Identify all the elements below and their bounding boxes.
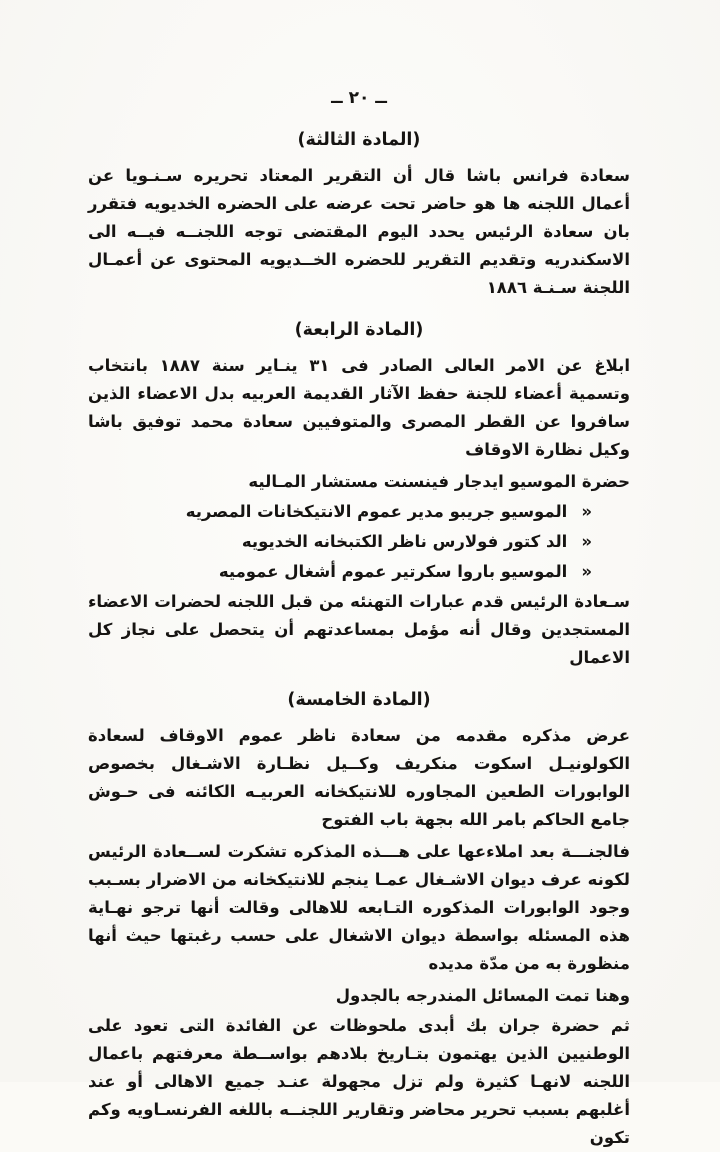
section-heading: (المادة الخامسة)	[287, 690, 431, 710]
page-content	[88, 126, 630, 1152]
section-heading: (المادة الثالثة)	[297, 130, 421, 150]
list-item	[88, 498, 630, 526]
paragraph: ابلاغ عن الامر العالى الصادر فى ٣١ ينـاير سنة ١٨٨٧ بانتخاب وتسمية أعضاء للجنة حفظ الآثار القديمة العربيه بدل الاعضاء الذين سافروا عن القطر المصرى والمتوفيين سعادة محمد توفيق باشا وكيل نظارة الاوقاف	[88, 356, 630, 459]
paragraph: فالجنـــة بعد املاءعها على هـــذه المذكره تشكرت لســعادة الرئيس لكونه عرف ديوان الاشـغال عمـا ينجم للانتيكخانه من الاضرار بسـبب وجود الوابورات المذكوره التـابعه للاهالى وقالت أنها ترجو نهـاية هذه المسئله بواسطة ديوان الاشغال على حسب رغبتها حيث أنها منظورة به من مدّة مديده	[88, 842, 630, 973]
list-item	[88, 528, 630, 556]
section-heading: (المادة الرابعة)	[294, 320, 424, 340]
paragraph: ثم حضرة جران بك أبدى ملحوظات عن الفائدة التى تعود على الوطنيين الذين يهتمون بتـاريخ بلادهم بواســطة معرفتهم باعمال اللجنه لانهـا كثيرة ولم تزل مجهولة عنـد جميع الاهالى أو عند أغلبهم بسبب تحرير محاضر وتقارير اللجنــه باللغه الفرنسـاويه وكم تكون	[88, 1016, 630, 1147]
list-marker: «	[581, 502, 592, 521]
page-number: ــ ٢٠ ــ	[331, 88, 387, 108]
list-item-text: الد كتور فولارس ناظر الكتبخانه الخديويه	[241, 532, 568, 551]
text-line: حضرة الموسيو ايدجار فينسنت مستشار المـاليه	[248, 472, 630, 491]
list-item-text: الموسيو جريبو مدير عموم الانتيكخانات المصريه	[185, 502, 568, 521]
list-item-text: الموسيو باروا سكرتير عموم أشغال عموميه	[218, 562, 568, 581]
text-line: وهنا تمت المسائل المندرجه بالجدول	[335, 986, 630, 1005]
list-marker: «	[581, 562, 592, 581]
paragraph: سـعادة الرئيس قدم عبارات التهنئه من قبل اللجنه لحضرات الاعضاء المستجدين وقال أنه مؤمل بمساعدتهم أن يتحصل على نجاز كل الاعمال	[88, 592, 630, 667]
paragraph: عرض مذكره مقدمه من سعادة ناظر عموم الاوقاف لسعادة الكولونيـل اسكوت منكريف وكــيل نظـارة الاشـغال بخصوص الوابورات الطعين المجاوره للانتيكخانه العربيـه الكائنه فى حـوش جامع الحاكم بامر الله بجهة باب الفتوح	[88, 726, 630, 829]
paragraph: سعادة فرانس باشا قال أن التقرير المعتاد تحريره سـنـويا عن أعمال اللجنه ها هو حاضر تحت عرضه على الحضره الخديويه فتقرر بان سعادة الرئيس يحدد اليوم المقتضى توجه اللجنــه فيــه الى الاسكندريه وتقديم التقرير للحضره الخــديويه المحتوى عن أعمـال اللجنة سـنـة ١٨٨٦	[88, 166, 630, 297]
list-item	[88, 558, 630, 586]
list-marker: «	[581, 532, 592, 551]
